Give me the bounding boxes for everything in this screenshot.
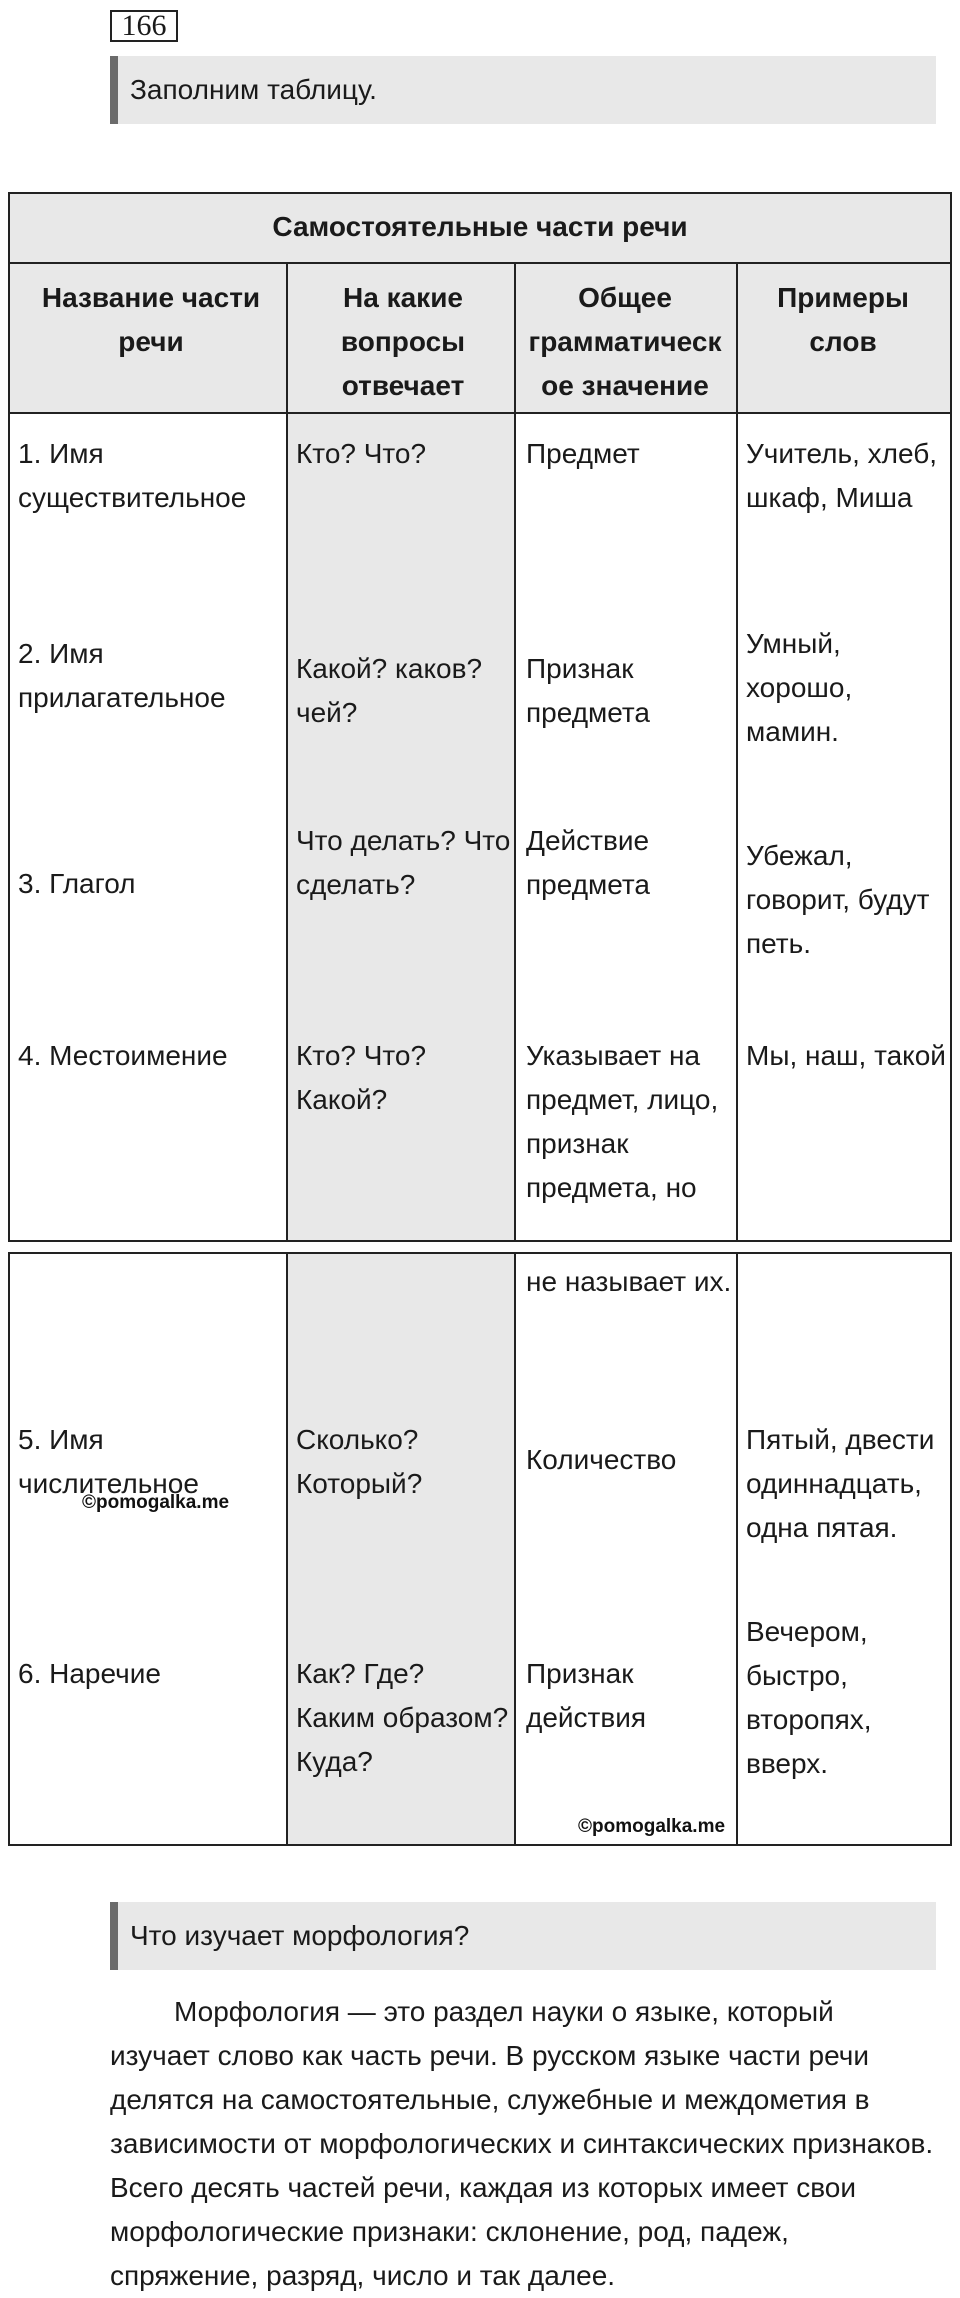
row3-questions: Что делать? Что сделать? — [296, 825, 511, 900]
grid-line — [8, 192, 952, 194]
row5-questions: Сколько? Который? — [296, 1424, 423, 1499]
grid-line — [514, 262, 516, 1242]
row3-meaning: Действие предмета — [526, 825, 651, 900]
row2-examples: Умный, хорошо, мамин. — [746, 628, 853, 747]
prompt-fill-table: Заполним таблицу. — [110, 56, 936, 124]
watermark-2: ©pomogalka.me — [578, 1816, 726, 1837]
parts-of-speech-table — [8, 192, 952, 1846]
grid-line — [736, 1252, 738, 1846]
header-meaning: Общее грамматическ ое значение — [528, 282, 722, 401]
row3-name: 3. Глагол — [18, 868, 136, 899]
row4-name: 4. Местоимение — [18, 1040, 228, 1071]
watermark-1: ©pomogalka.me — [82, 1492, 230, 1513]
row1-meaning: Предмет — [526, 438, 640, 469]
grid-line — [8, 1240, 952, 1242]
grid-line — [8, 412, 952, 414]
table-title: Самостоятельные части речи — [8, 192, 952, 262]
row4-meaning-continued: не называет их. — [526, 1266, 732, 1297]
row5-meaning: Количество — [526, 1444, 677, 1475]
grid-line — [8, 262, 952, 264]
row6-questions: Как? Где? Каким образом? Куда? — [296, 1658, 509, 1777]
row5-name: 5. Имя числительное — [18, 1424, 199, 1499]
row4-examples: Мы, наш, такой — [746, 1040, 946, 1071]
row1-name: 1. Имя существительное — [18, 438, 247, 513]
grid-line — [8, 1252, 10, 1846]
morphology-answer — [110, 1990, 936, 2298]
row3-examples: Убежал, говорит, будут петь. — [746, 840, 930, 959]
grid-line — [950, 1252, 952, 1846]
answer-paragraph: Морфология — это раздел науки о языке, который изучает слово как часть речи. В русском языке части речи делятся на самостоятельные, служебные и междометия в зависимости от морфологических и синтаксических признаков. Всего десять частей речи, каждая из которых имеет свои морфологические признаки: склонение, род, падеж, спряжение, разряд, число и так далее. — [110, 1996, 934, 2291]
row2-meaning: Признак предмета — [526, 653, 651, 728]
grid-line — [736, 262, 738, 1242]
grid-line — [8, 192, 10, 1242]
header-questions: На какие вопросы отвечает — [340, 282, 466, 401]
row4-questions: Кто? Что? Какой? — [296, 1040, 427, 1115]
row2-name: 2. Имя прилагательное — [18, 638, 226, 713]
row5-examples: Пятый, двести одиннадцать, одна пятая. — [746, 1424, 935, 1543]
row1-examples: Учитель, хлеб, шкаф, Миша — [746, 438, 938, 513]
row6-name: 6. Наречие — [18, 1658, 161, 1689]
grid-line — [514, 1252, 516, 1846]
grid-line — [8, 1844, 952, 1846]
header-name: Название части речи — [41, 282, 261, 357]
row1-questions: Кто? Что? — [296, 438, 427, 469]
grid-line — [286, 262, 288, 1242]
row6-examples: Вечером, быстро, второпях, вверх. — [746, 1616, 872, 1779]
prompt-morphology: Что изучает морфология? — [110, 1902, 936, 1970]
grid-line — [950, 192, 952, 1242]
grid-line — [8, 1252, 952, 1254]
header-examples: Примеры слов — [777, 282, 909, 357]
row6-meaning: Признак действия — [526, 1658, 647, 1733]
grid-line — [286, 1252, 288, 1846]
row2-questions: Какой? каков? чей? — [296, 653, 483, 728]
page-number: 166 — [110, 10, 178, 42]
row4-meaning: Указывает на предмет, лицо, признак предмета, но — [526, 1040, 719, 1203]
